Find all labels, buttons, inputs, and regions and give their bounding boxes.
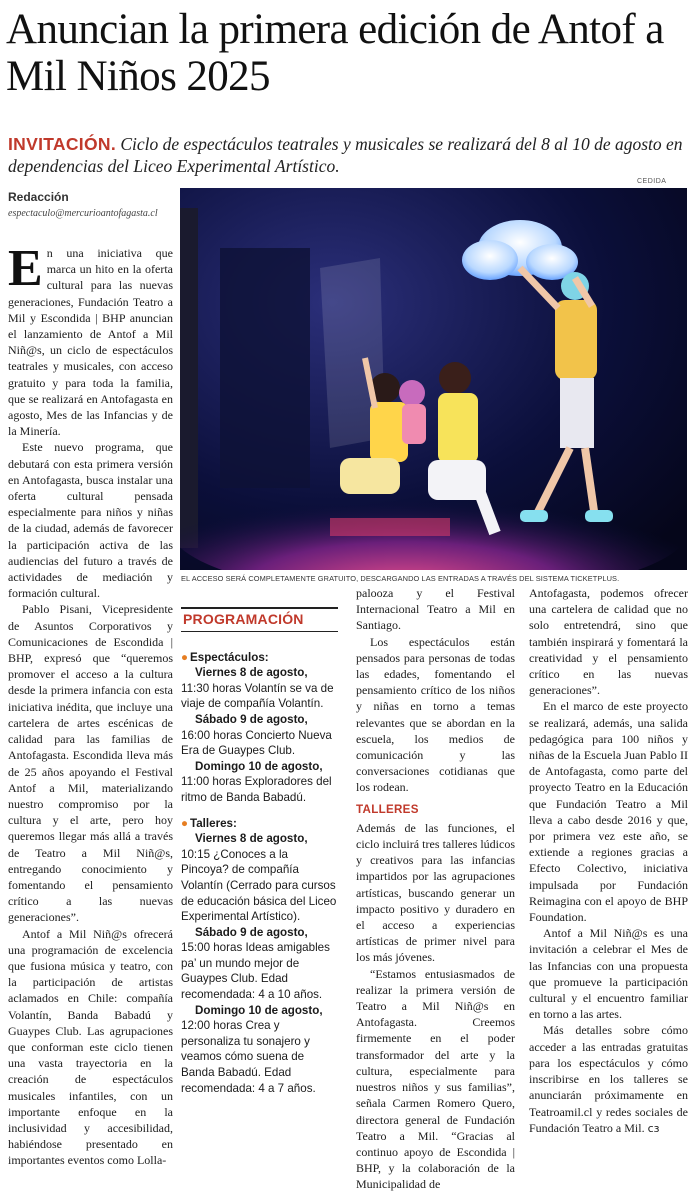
talleres-subhead: TALLERES [356, 802, 419, 816]
program-item: Viernes 8 de agosto, 11:30 horas Volantín se va de viaje de compañía Volantín. [181, 666, 334, 711]
stage-performance-illustration [180, 188, 687, 570]
article-column-1 [8, 240, 173, 1169]
article-column-3 [356, 585, 515, 1193]
programacion-title: PROGRAMACIÓN [181, 607, 338, 632]
espectaculos-heading: ● Espectáculos: [181, 650, 269, 664]
paragraph: En el marco de este proyecto se realizará, además, una salida pedagógica para 100 niños y niñas de la Escuela Juan Pablo II de Antofagasta, como parte del proyecto Teatro en la Educación que Fundación Teatro a Mil lleva a cabo desde 2016 y que, por primera vez este año, se extiende a regiones gracias a Efecto Colectivo, iniciativa impulsada por Fundación Reimagina con el apoyo de BHP Foundation. [529, 699, 688, 925]
program-item: Viernes 8 de agosto, 10:15 ¿Conoces a la Pincoya? de compañía Volantín (Cerrado para cursos de educación básica del Liceo Experimental Artístico). [181, 832, 337, 924]
byline-author: Redacción [8, 190, 69, 204]
bullet-icon: ● [181, 650, 189, 664]
program-item: Sábado 9 de agosto, 15:00 horas Ideas amigables pa’ un mundo mejor de Guaypes Club. Edad recomendada: 4 a 10 años. [181, 925, 330, 1002]
bullet-icon: ● [181, 816, 189, 830]
program-item: Domingo 10 de agosto, 11:00 horas Exploradores del ritmo de Banda Babadú. [181, 759, 332, 804]
program-item: Domingo 10 de agosto, 12:00 horas Crea y personaliza tu sonajero y veamos cómo suena de Banda Babadú. Edad recomendada: 4 a 7 años. [181, 1003, 323, 1095]
paragraph: Los espectáculos están pensados para personas de todas las edades, fomentando el pensamiento crítico de los niños y niñas en torno a temas relevantes que se abordan en la escuela, los medios de comunicación y las conversaciones cotidianas que los rodean. [356, 634, 515, 795]
deck-text: Ciclo de espectáculos teatrales y musicales se realizará del 8 al 10 de agosto en dependencias del Liceo Experimental Artístico. [8, 134, 683, 176]
talleres-heading: ● Talleres: [181, 816, 237, 830]
paragraph: “Estamos entusiasmados de realizar la primera versión de Teatro a Mil Niñ@s en Antofagasta. Creemos firmemente en el poder transformador del arte y la cultura, especialmente para nuestros niños y sus familias”, señala Carmen Romero Quero, directora general de Fundación Teatro a Mil. “Gracias al continuo apoyo de Escondida | BHP, y la colaboración de la Municipalidad de [356, 966, 515, 1192]
program-item: Sábado 9 de agosto, 16:00 horas Concierto Nueva Era de Guaypes Club. [181, 712, 332, 758]
paragraph: Antof a Mil Niñ@s es una invitación a celebrar el Mes de las Infancias con una propuesta que promueve la participación cultural y el encuentro familiar en torno a las artes. [529, 926, 688, 1022]
drop-cap: E [8, 240, 43, 297]
paragraph: n una iniciativa que marca un hito en la oferta cultural para las nuevas generaciones, Fundación Teatro a Mil y Escondida | BHP anuncian el lanzamiento de Antof a Mil Niñ@s, un ciclo de espectáculos teatrales y musicales, con acceso gratuito y para toda la familia, que se realizará en Antofagasta en agosto, Mes de las Infancias y de la Minería. [8, 246, 173, 439]
paragraph: palooza y el Festival Internacional Teatro a Mil en Santiago. [356, 586, 515, 633]
deck [8, 133, 688, 177]
lead-paragraph [8, 240, 173, 439]
paragraph: Antof a Mil Niñ@s ofrecerá una programación de excelencia que fusiona música y teatro, con la participación de artistas aclamados en Chile: compañía Volantín, Banda Babadú y Guaypes Club. Las agrupaciones que conforman este ciclo tienen una vasta trayectoria en la creación de espectáculos musicales infantiles, con un importante enfoque en la inclusividad y accesibilidad, habiéndose presentado en importantes eventos como Lolla- [8, 926, 173, 1168]
photo-caption: EL ACCESO SERÁ COMPLETAMENTE GRATUITO, DESCARGANDO LAS ENTRADAS A TRAVÉS DEL SISTEMA TICKETPLUS. [181, 574, 620, 583]
paragraph: Más detalles sobre cómo acceder a las entradas gratuitas para los espectáculos y cómo inscribirse en los talleres se anunciarán próximamente en Teatroamil.cl y redes sociales de Fundación Teatro a Mil. ᴄɜ [529, 1023, 688, 1135]
article-column-4 [529, 585, 688, 1137]
photo-credit: CEDIDA [637, 178, 667, 185]
byline-email: espectaculo@mercurioantofagasta.cl [8, 208, 158, 219]
headline: Anuncian la primera edición de Antof a Mil Niños 2025 [6, 6, 664, 100]
paragraph: Antofagasta, podemos ofrecer una cartelera de calidad que no solo entretendrá, sino que también inspirará y fomentará la creatividad y el pensamiento crítico en las nuevas generaciones”. [529, 586, 688, 698]
photo [180, 188, 687, 570]
end-mark-icon: ᴄɜ [647, 1121, 660, 1135]
deck-kicker: INVITACIÓN. [8, 134, 116, 154]
programacion-box [181, 607, 338, 1096]
paragraph: Además de las funciones, el ciclo incluirá tres talleres lúdicos y creativos para las infancias impartidos por las agrupaciones artísticas, buscando generar un impacto positivo y duradero en el acceso a experiencias artísticas de primer nivel para los más jóvenes. [356, 820, 515, 965]
paragraph: Pablo Pisani, Vicepresidente de Asuntos Corporativos y Comunicaciones de Escondida | BHP, expresó que “queremos promover el acceso a la cultura desde la primera infancia con esta iniciativa inédita, que incluye una cartelera de artes escénicas de calidad para las familias de Antofagasta. Escondida lleva más de 25 años apoyando el Festival Antof a Mil, materializando nuestro compromiso por la cultura y el arte, pero hoy queremos llegar más allá a través de Teatro a Mil Niñ@s, entregando conocimiento y fomentando el pensamiento crítico a las nuevas generaciones”. [8, 602, 173, 925]
paragraph: Este nuevo programa, que debutará con esta primera versión en Antofagasta, busca instalar una oferta cultural pensada especialmente para niños y niñas de la ciudad, además de favorecer la participación activa de las audiencias del futuro a través de actividades de mediación y formación cultural. [8, 440, 173, 601]
